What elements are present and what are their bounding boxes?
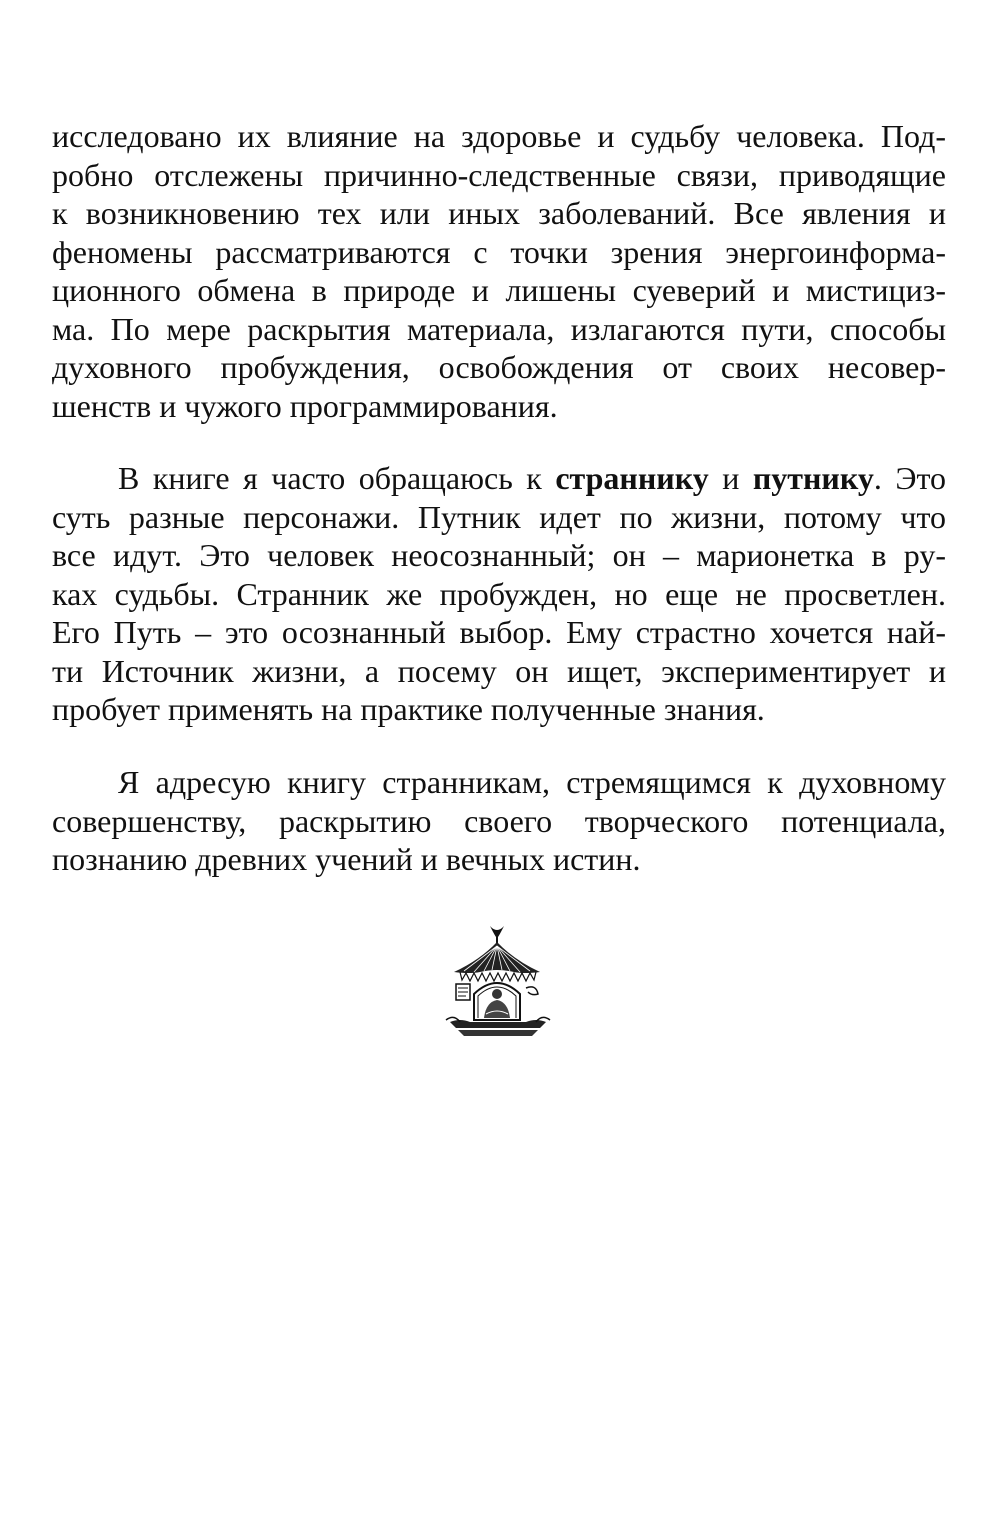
text-line: духовного пробуждения, освобождения от своих несовер-	[52, 349, 946, 385]
paragraph-3	[52, 763, 946, 879]
pagoda-ornament-icon	[440, 922, 555, 1042]
text-line: шенств и чужого программирования.	[52, 387, 558, 424]
emphasis-strannik: страннику	[555, 460, 709, 496]
text-line: ках судьбы. Странник же пробужден, но еще не просветлен.	[52, 575, 946, 612]
text-line: робно отслежены причинно-следственные связи, приводящие	[52, 156, 946, 193]
paragraph-1	[52, 117, 946, 425]
text-line: ционного обмена в природе и лишены суеверий и мистициз-	[52, 272, 946, 308]
text-run: и	[708, 460, 753, 496]
text-line: Я адресую книгу странникам, стремящимся к духовному	[118, 764, 946, 800]
text-line: исследовано их влияние на здоровье и судьбу человека. Под-	[52, 118, 946, 154]
text-line: все идут. Это человек неосознанный; он – марионетка в ру-	[52, 537, 946, 573]
text-line: совершенству, раскрытию своего творческого потенциала,	[52, 802, 946, 839]
text-line-first	[52, 459, 946, 498]
paragraph-2	[52, 459, 946, 729]
text-run: В книге я часто обращаюсь к	[118, 460, 556, 496]
text-run: . Это	[873, 460, 946, 496]
emphasis-putnik: путнику	[752, 460, 874, 496]
text-line: пробует применять на практике полученные знания.	[52, 691, 765, 727]
text-line: ти Источник жизни, а посему он ищет, экспериментирует и	[52, 652, 946, 689]
text-line: суть разные персонажи. Путник идет по жизни, потому что	[52, 498, 946, 535]
text-line: феномены рассматриваются с точки зрения энергоинформа-	[52, 233, 946, 270]
text-line: Его Путь – это осознанный выбор. Ему страстно хочется най-	[52, 614, 946, 650]
text-line: ма. По мере раскрытия материала, излагаются пути, способы	[52, 310, 946, 347]
text-line: к возникновению тех или иных заболеваний. Все явления и	[52, 195, 946, 231]
text-line: познанию древних учений и вечных истин.	[52, 841, 641, 877]
